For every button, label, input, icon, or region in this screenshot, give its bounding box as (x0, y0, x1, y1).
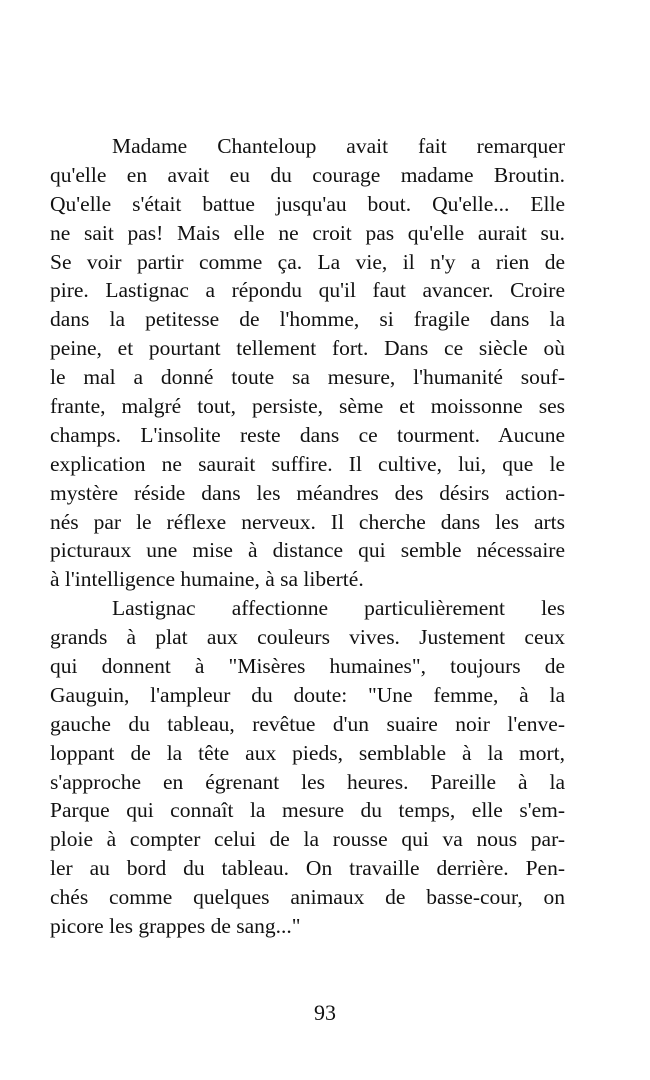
paragraph-2 (50, 594, 565, 941)
page-number: 93 (314, 1000, 336, 1025)
text-line: pire. Lastignac a répondu qu'il faut avancer. Croire (50, 278, 565, 303)
text-line: Lastignac affectionne particulièrement les (112, 596, 565, 621)
text-line: qui donnent à "Misères humaines", toujours de (50, 654, 565, 679)
text-line: à l'intelligence humaine, à sa liberté. (50, 567, 364, 592)
text-line: Madame Chanteloup avait fait remarquer (112, 134, 565, 158)
text-line: Se voir partir comme ça. La vie, il n'y a rien de (50, 249, 565, 274)
text-line: dans la petitesse de l'homme, si fragile dans la (50, 307, 565, 332)
text-line: grands à plat aux couleurs vives. Justement ceux (50, 625, 565, 650)
body-text (50, 132, 565, 941)
text-line: mystère réside dans les méandres des désirs action- (50, 480, 565, 505)
text-line: chés comme quelques animaux de basse-cour, on (50, 885, 565, 910)
text-line: picturaux une mise à distance qui semble nécessaire (50, 538, 565, 563)
text-line: Gauguin, l'ampleur du doute: "Une femme, à la (50, 682, 565, 707)
text-line: ne sait pas! Mais elle ne croit pas qu'elle aurait su. (50, 220, 565, 245)
paragraph-1 (50, 132, 565, 594)
text-line: Parque qui connaît la mesure du temps, elle s'em- (50, 798, 565, 823)
text-line: peine, et pourtant tellement fort. Dans ce siècle où (50, 336, 565, 361)
text-line: loppant de la tête aux pieds, semblable à la mort, (50, 740, 565, 765)
text-line: explication ne saurait suffire. Il cultive, lui, que le (50, 451, 565, 476)
text-line: gauche du tableau, revêtue d'un suaire noir l'enve- (50, 711, 565, 736)
text-line: ploie à compter celui de la rousse qui va nous par- (50, 827, 565, 852)
text-line: s'approche en égrenant les heures. Pareille à la (50, 769, 565, 794)
text-line: Qu'elle s'était battue jusqu'au bout. Qu'elle... Elle (50, 191, 565, 216)
text-line: nés par le réflexe nerveux. Il cherche dans les arts (50, 509, 565, 534)
text-line: ler au bord du tableau. On travaille derrière. Pen- (50, 856, 565, 881)
text-line: qu'elle en avait eu du courage madame Broutin. (50, 162, 565, 187)
text-line: picore les grappes de sang..." (50, 914, 301, 939)
text-line: le mal a donné toute sa mesure, l'humanité souf- (50, 365, 565, 390)
text-line: frante, malgré tout, persiste, sème et moissonne ses (50, 394, 565, 419)
text-line: champs. L'insolite reste dans ce tourment. Aucune (50, 422, 565, 447)
